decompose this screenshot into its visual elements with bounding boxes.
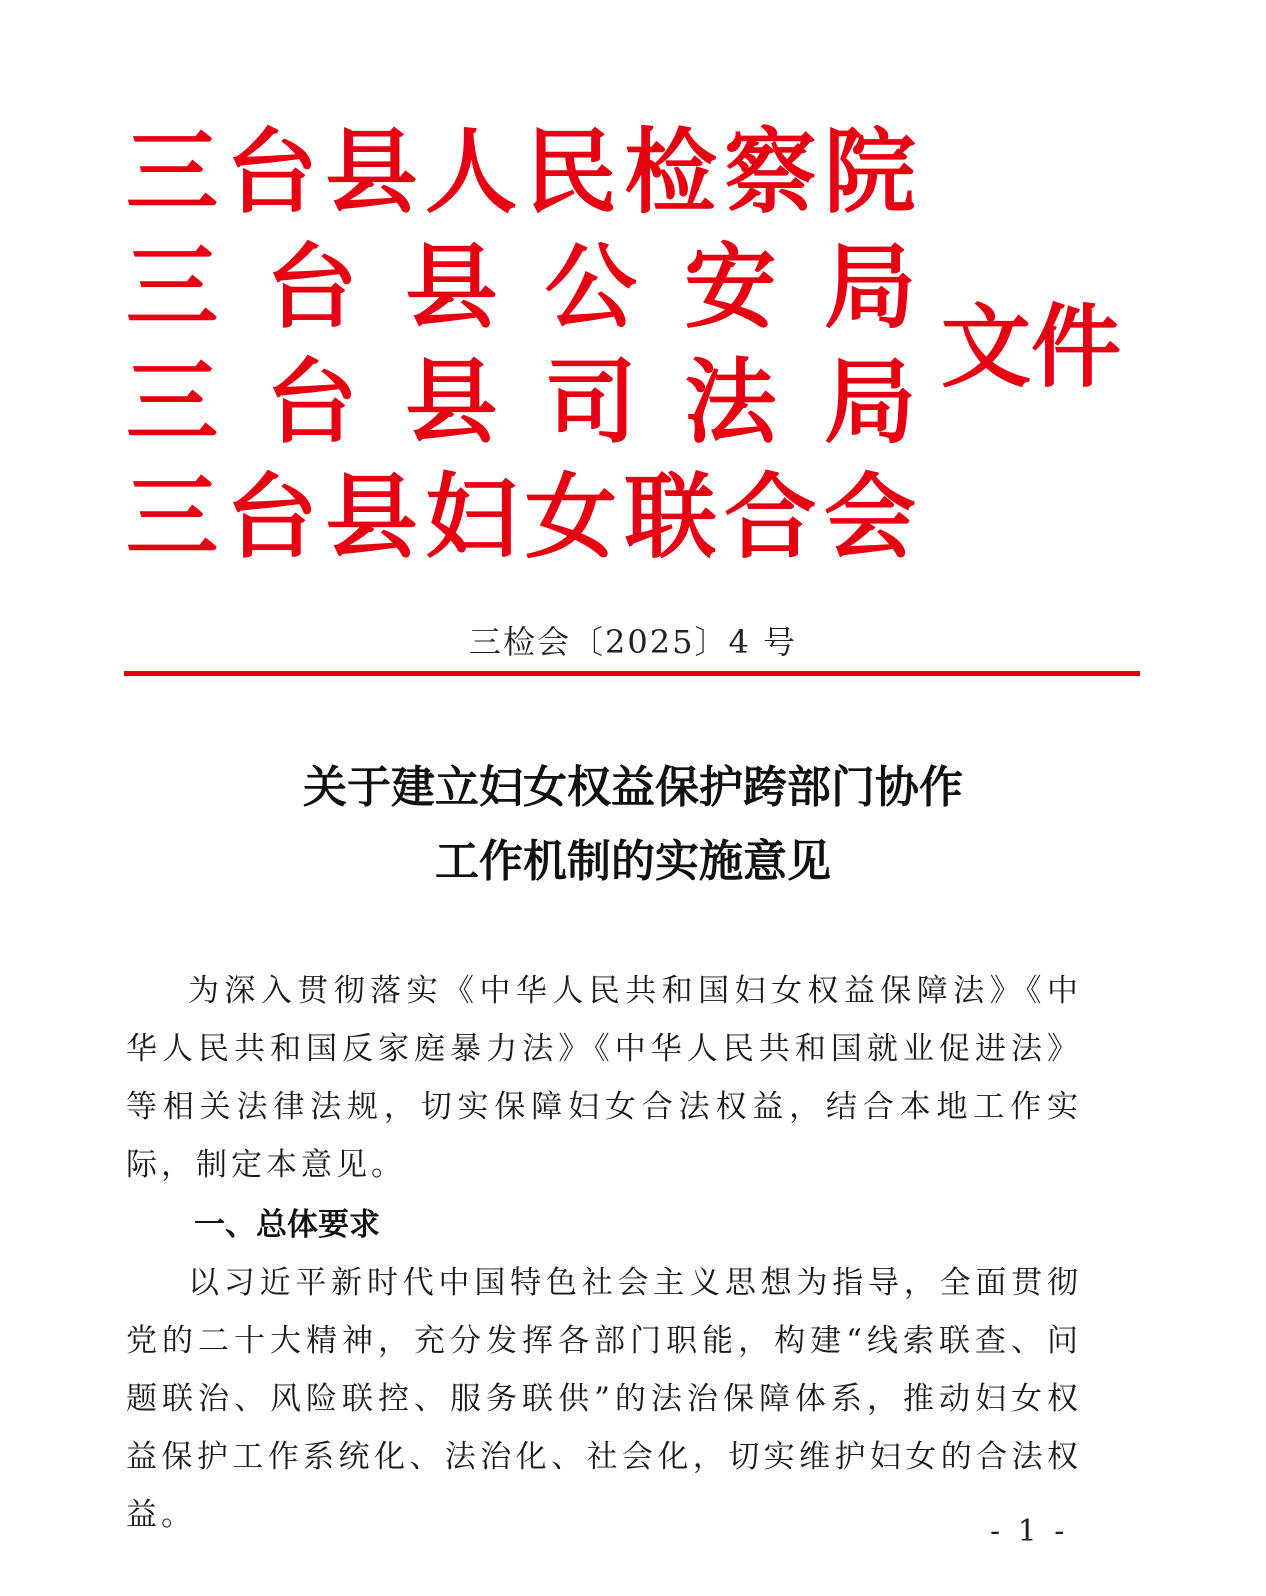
document-suffix: 文件	[941, 295, 1121, 400]
org-name-womens-federation	[126, 463, 916, 573]
org-char: 三	[126, 234, 219, 341]
org-char: 台	[225, 464, 318, 571]
org-char: 法	[684, 349, 777, 456]
org-char: 合	[724, 464, 817, 571]
document-title-line2: 工作机制的实施意见	[435, 836, 831, 887]
org-char: 会	[823, 464, 916, 571]
red-divider-line	[124, 671, 1140, 676]
org-char: 台	[225, 119, 318, 226]
org-char: 三	[126, 349, 219, 456]
org-char: 安	[684, 234, 777, 341]
org-char: 民	[524, 119, 617, 226]
section-heading: 一、总体要求	[194, 1207, 380, 1243]
document-title-line1: 关于建立妇女权益保护跨部门协作	[303, 762, 963, 813]
org-char: 县	[405, 234, 498, 341]
document-header	[126, 118, 1136, 578]
org-char: 三	[126, 464, 219, 571]
page-number: - 1 -	[990, 1514, 1069, 1549]
org-char: 台	[265, 349, 358, 456]
org-char: 县	[325, 464, 418, 571]
document-number: 三检会〔2025〕4 号	[469, 623, 797, 661]
section-paragraph: 以习近平新时代中国特色社会主义思想为指导，全面贯彻党的二十大精神，充分发挥各部门职能，构建“线索联查、问题联治、风险联控、服务联供”的法治保障体系，推动妇女权益保护工作系统化、法治化、社会化，切实维护妇女的合法权益。	[126, 1265, 1082, 1533]
org-char: 公	[544, 234, 637, 341]
intro-paragraph: 为深入贯彻落实《中华人民共和国妇女权益保障法》《中华人民共和国反家庭暴力法》《中华人民共和国就业促进法》等相关法律法规，切实保障妇女合法权益，结合本地工作实际，制定本意见。	[126, 973, 1082, 1183]
org-char: 司	[544, 349, 637, 456]
org-char: 县	[325, 119, 418, 226]
org-char: 女	[524, 464, 617, 571]
org-char: 联	[624, 464, 717, 571]
org-char: 局	[823, 349, 916, 456]
org-char: 检	[624, 119, 717, 226]
org-char: 妇	[425, 464, 518, 571]
org-char: 台	[265, 234, 358, 341]
org-char: 察	[724, 119, 817, 226]
org-char: 院	[823, 119, 916, 226]
org-char: 人	[425, 119, 518, 226]
org-name-public-security	[126, 233, 916, 343]
org-char: 局	[823, 234, 916, 341]
org-name-procuratorate	[126, 118, 916, 228]
org-name-justice-bureau	[126, 348, 916, 458]
org-char: 三	[126, 119, 219, 226]
org-char: 县	[405, 349, 498, 456]
